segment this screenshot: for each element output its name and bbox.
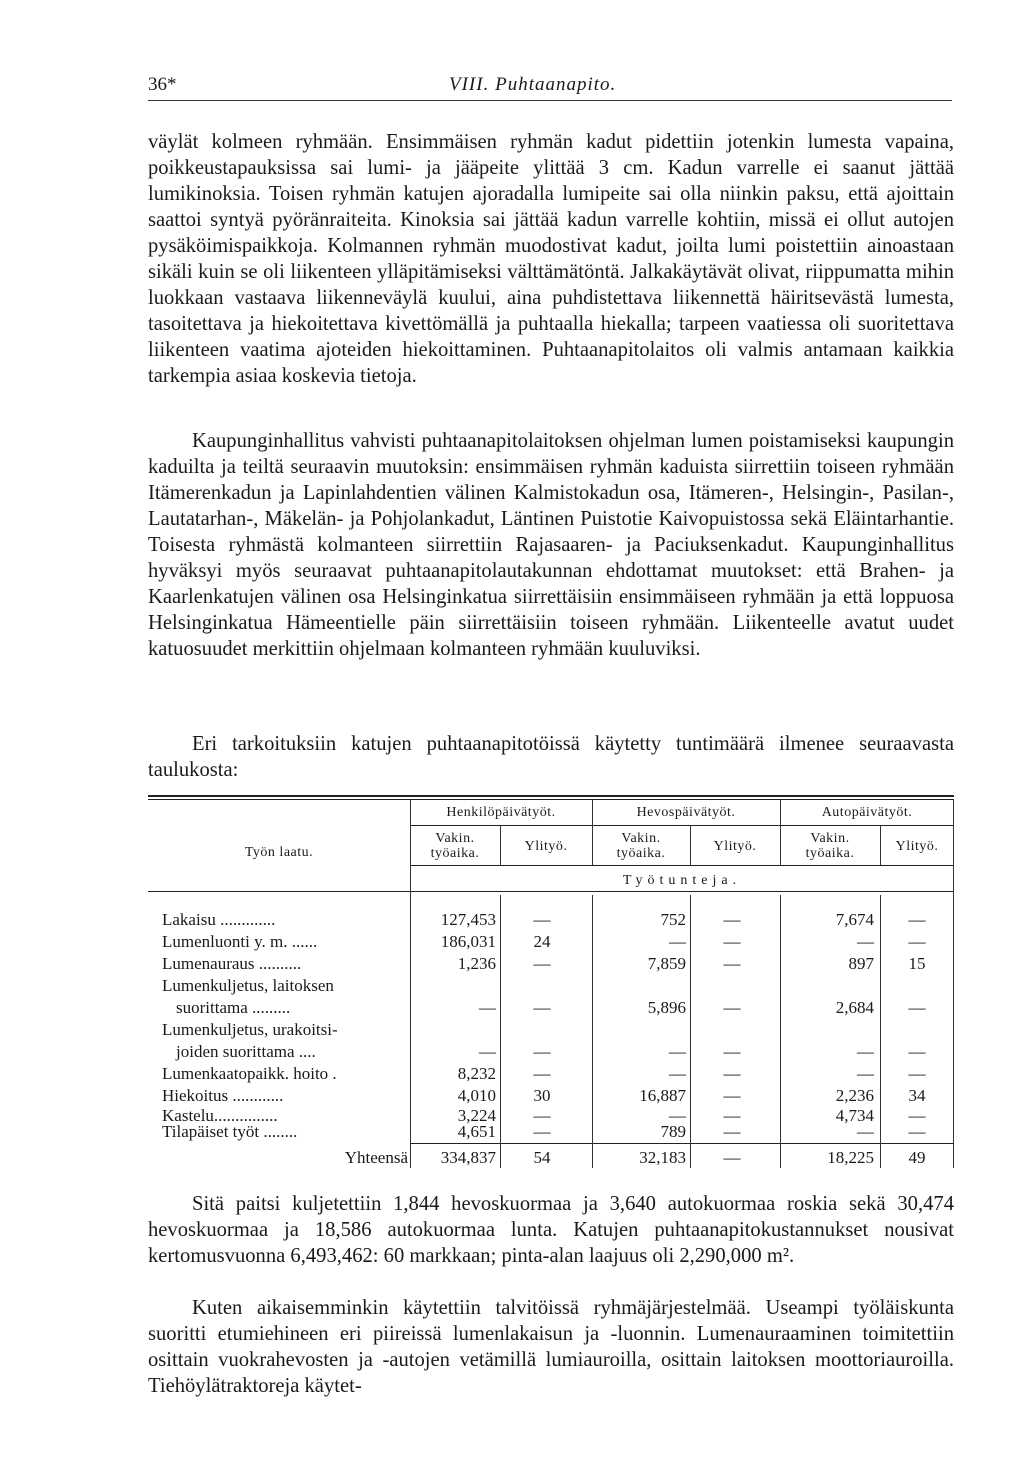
paragraph-4: Sitä paitsi kuljetettiin 1,844 hevoskuormaa ja 3,640 autokuormaa roskia sekä 30,474 hevoskuormaa ja 18,586 autokuormaa lunta. Katujen puhtaanapitokustannukset nousivat kertomusvuonna 6,493,462: 60 markkaan; pinta-alan laajuus oli 2,290,000 m². [148, 1193, 954, 1267]
header-auto-days: Autopäivätyöt. [821, 805, 913, 820]
table-row [148, 975, 954, 997]
subheader-rule [410, 865, 954, 866]
paragraph-3: Eri tarkoituksiin katujen puhtaanapitotöissä käytetty tuntimäärä ilmenee seuraavasta taulukosta: [148, 733, 954, 781]
paragraph-1: väylät kolmeen ryhmään. Ensimmäisen ryhmän kadut pidettiin jotenkin lumesta vapaina, poikkeustapauksissa sai lumi- ja jääpeite ylittää 3 cm. Kadun varrelle ei saanut jättää lumikinoksia. Toisen ryhmän katujen ajoradalla lumipeite sai olla niinkin paksu, että ajoittain saattoi syntyä pyöränraiteita. Kinoksia sai jättää kadun varrelle kohtiin, missä ei ollut autojen pysäköimispaikkoja. Kolmannen ryhmän muodostivat kadut, joilta lumi poistettiin ainoastaan sikäli kuin se oli liikenteen ylläpitämiseksi välttämätöntä. Jalkakäytävät olivat, riippumatta mihin luokkaan vastaava liikenneväylä kuului, aina puhdistettava liikennettä häiritsevästä lumesta, tasoitettava ja hiekoitettava kivettömällä ja puhtaalla hiekalla; tarpeen vaatiessa oli suoritettava liikenteen vaatima ajoteiden hiekoittaminen. Puhtaanapitolaitos oli valmis antamaan kaikkia tarkempia asiaa koskevia tietoja. [148, 131, 954, 387]
header-work-type: Työn laatu. [244, 845, 314, 860]
table-row: joiden suorittama .... — — — — — — [148, 1041, 954, 1063]
header-person-days: Henkilöpäivätyöt. [446, 805, 556, 820]
paragraph-5: Kuten aikaisemminkin käytettiin talvitöissä ryhmäjärjestelmää. Useampi työläiskunta suoritti etumiehineen eri piireissä lumenlakaisun ja -luonnin. Lumenauraaminen toimitettiin osittain vuokrahevosten ja -autojen vetämillä lumiauroilla, osittain laitoksen moottoriauroilla. Tiehöylätraktoreja käytet- [148, 1297, 954, 1397]
group-header-rule [410, 825, 954, 826]
row-label: Lakaisu ............. [162, 910, 276, 929]
row-label: Hiekoitus ............ [162, 1086, 284, 1105]
running-head: VIII. Puhtaanapito. [449, 74, 617, 95]
unit-label: Työtunteja. [622, 873, 742, 888]
row-label: Kastelu............... [162, 1106, 278, 1125]
table-top-rule [148, 795, 954, 797]
table-row: suorittama ......... — — 5,896 — 2,684 — [148, 997, 954, 1019]
row-label: joiden suorittama .... [176, 1042, 316, 1061]
row-label: Lumenkuljetus, laitoksen [162, 976, 334, 995]
total-label: Yhteensä [344, 1148, 408, 1167]
table-row: Tilapäiset työt ........ 4,651 — 789 — — — [162, 1122, 926, 1141]
row-label: Lumenkaatopaikk. hoito . [162, 1064, 337, 1083]
table-row: Kastelu............... 3,224 — — — 4,734 — [162, 1106, 926, 1125]
table-total-row: Yhteensä 334,837 54 32,183 — 18,225 49 [148, 1147, 954, 1169]
table-row [148, 1019, 954, 1041]
table-row: Lumenkaatopaikk. hoito . 8,232 — — — — — [162, 1064, 926, 1083]
row-label: Tilapäiset työt ........ [162, 1122, 298, 1141]
row-label: Lumenauraus .......... [162, 954, 302, 973]
table-row: Lumenluonti y. m. ...... 186,031 24 — — — — [162, 932, 926, 951]
subheader-regular: Vakin. työaika. [805, 831, 855, 861]
subheader-regular: Vakin. työaika. [430, 831, 480, 861]
subheader-overtime: Ylityö. [895, 839, 939, 854]
header-horse-days: Hevospäivätyöt. [636, 805, 736, 820]
table-row: Lumenauraus .......... 1,236 — 7,859 — 897 15 [162, 954, 926, 973]
row-label: Lumenluonti y. m. ...... [162, 932, 318, 951]
header-bottom-rule [148, 891, 954, 892]
row-label: Lumenkuljetus, urakoitsi- [162, 1020, 338, 1039]
total-rule [410, 1143, 954, 1144]
page-number: 36* [148, 74, 177, 95]
subheader-overtime: Ylityö. [524, 839, 568, 854]
subheader-overtime: Ylityö. [713, 839, 757, 854]
table-top-rule-2 [148, 799, 954, 800]
table-row: Lakaisu ............. 127,453 — 752 — 7,674 — [162, 910, 926, 929]
subheader-regular: Vakin. työaika. [616, 831, 666, 861]
table-row: Hiekoitus ............ 4,010 30 16,887 — 2,236 34 [162, 1086, 926, 1105]
paragraph-2: Kaupunginhallitus vahvisti puhtaanapitolaitoksen ohjelman lumen poistamiseksi kaupungin kaduilta ja teiltä seuraavin muutoksin: ensimmäisen ryhmän kaduista siirrettiin toiseen ryhmään Itämerenkadun ja Lapinlahdentien välinen Kalmistokadun osa, Itämeren-, Helsingin-, Pasilan-, Lautatarhan-, Mäkelän- ja Pohjolankadut, Läntinen Puistotie Kaivopuistossa sekä Eläintarhantie. Toisesta ryhmästä kolmanteen siirrettiin Rajasaaren- ja Paciuksenkadut. Kaupunginhallitus hyväksyi myös seuraavat puhtaanapitolautakunnan ehdottamat muutokset: että Brahen- ja Kaarlenkatujen välinen osa Helsinginkatua siirrettäisiin ensimmäiseen ryhmään ja että loppuosa Helsinginkatua Hämeentielle päin siirrettäisiin toiseen ryhmään. Liikenteelle avatut uudet katuosuudet merkittiin ohjelmaan kolmanteen ryhmään kuuluviksi. [148, 430, 954, 660]
page-header [148, 70, 952, 101]
row-label: suorittama ......... [176, 998, 291, 1017]
work-hours-table [148, 795, 954, 1175]
